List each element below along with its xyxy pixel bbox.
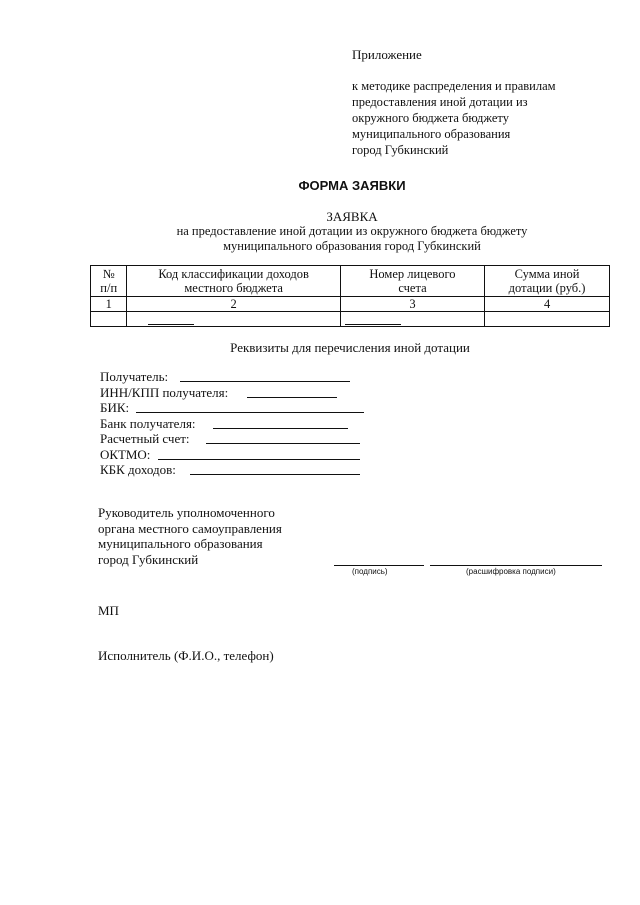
requisite-value-line[interactable] — [190, 474, 360, 475]
requisite-label: ОКТМО: — [100, 446, 151, 462]
header-number — [91, 266, 127, 297]
requisite-value-line[interactable] — [158, 459, 360, 460]
requisites-list — [100, 369, 228, 478]
table-cell: 1 — [91, 297, 127, 312]
requisite-label: Банк получателя: — [100, 415, 196, 431]
requisite-bank — [100, 416, 228, 432]
appendix-line: муниципального образования — [352, 127, 511, 141]
header-line: Код классификации доходов — [158, 267, 309, 281]
signature-caption: (подпись) — [352, 567, 388, 576]
requisite-kbk — [100, 462, 228, 478]
header-classification-code — [127, 266, 340, 297]
subtitle-line: на предоставление иной дотации из окружного бюджета бюджету — [176, 224, 528, 238]
appendix-line: предоставления иной дотации из — [352, 95, 528, 109]
head-line: город Губкинский — [98, 551, 199, 567]
requisite-label: БИК: — [100, 400, 130, 415]
head-line: органа местного самоуправления — [98, 520, 282, 536]
table-cell: 3 — [340, 297, 484, 312]
application-subtitle — [0, 224, 640, 254]
table-cell: 4 — [485, 297, 610, 312]
signature-decoding-caption: (расшифровка подписи) — [466, 567, 556, 576]
application-table — [90, 265, 610, 327]
signature-decoding-line[interactable] — [430, 565, 602, 566]
header-line: местного бюджета — [184, 281, 283, 295]
requisite-value-line[interactable] — [136, 412, 364, 413]
requisite-oktmo — [100, 447, 228, 463]
requisite-value-line[interactable] — [206, 443, 360, 444]
table-cell: 2 — [127, 297, 340, 312]
requisite-value-line[interactable] — [247, 397, 337, 398]
header-line: счета — [398, 281, 427, 295]
requisites-heading: Реквизиты для перечисления иной дотации — [230, 340, 470, 355]
table-stray-line — [345, 324, 401, 325]
appendix-line: к методике распределения и правилам — [352, 79, 556, 93]
head-position-text — [98, 505, 282, 567]
requisite-label: ИНН/КПП получателя: — [100, 384, 229, 400]
requisite-inn-kpp — [100, 385, 228, 401]
head-line: муниципального образования — [98, 536, 263, 551]
requisite-label: Расчетный счет: — [100, 431, 190, 446]
executor-label: Исполнитель (Ф.И.О., телефон) — [98, 648, 274, 663]
header-line: Номер лицевого — [369, 267, 456, 281]
requisite-value-line[interactable] — [180, 381, 350, 382]
subtitle-line: муниципального образования город Губкинский — [223, 239, 481, 253]
header-line: Сумма иной — [514, 267, 580, 281]
stamp-label: МП — [98, 603, 119, 618]
form-title: ФОРМА ЗАЯВКИ — [298, 178, 406, 193]
header-amount — [485, 266, 610, 297]
appendix-line: город Губкинский — [352, 143, 449, 157]
appendix-line: окружного бюджета бюджету — [352, 111, 509, 125]
table-cell[interactable] — [485, 312, 610, 327]
table-header-row — [91, 266, 610, 297]
requisite-label: КБК доходов: — [100, 462, 176, 477]
table-cell[interactable] — [91, 312, 127, 327]
appendix-text — [352, 78, 556, 158]
header-line: № — [102, 267, 115, 281]
appendix-title: Приложение — [352, 47, 422, 62]
application-title: ЗАЯВКА — [326, 209, 378, 224]
requisite-value-line[interactable] — [213, 428, 348, 429]
header-account-number — [340, 266, 484, 297]
header-line: дотации (руб.) — [508, 281, 586, 295]
requisite-label: Получатель: — [100, 369, 169, 384]
table-numbering-row — [91, 297, 610, 312]
requisite-account — [100, 431, 228, 447]
signature-line[interactable] — [334, 565, 424, 566]
head-line: Руководитель уполномоченного — [98, 505, 275, 520]
requisite-recipient — [100, 369, 228, 385]
table-stray-line — [148, 324, 194, 325]
requisite-bik — [100, 400, 228, 416]
header-line: п/п — [100, 281, 118, 295]
